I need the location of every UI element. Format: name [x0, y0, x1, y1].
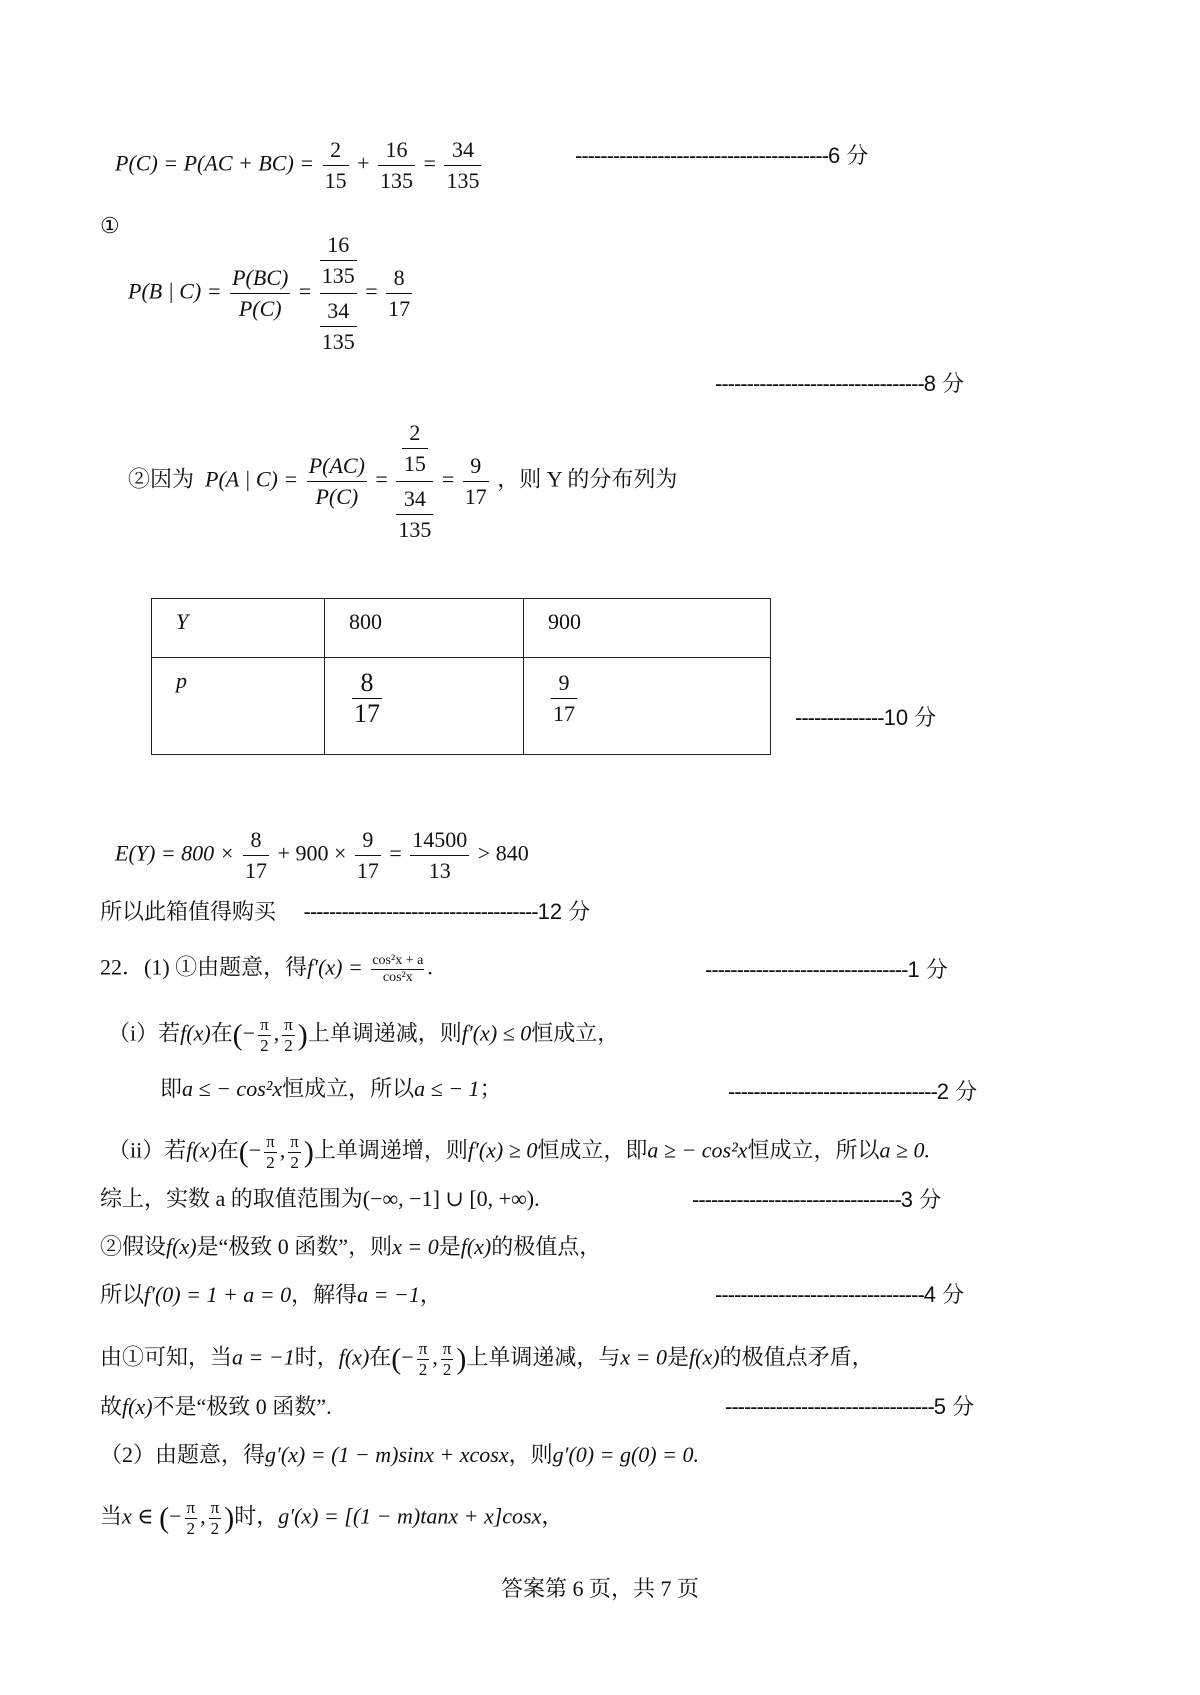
- score-mark: 6 分: [828, 143, 869, 168]
- solve-score-line: [715, 1281, 964, 1309]
- pc-line: P(C) = P(AC + BC) = $\frac{2}{15}$ + $\frac{16}{135}$ = $\frac{34}{135}$: [115, 135, 484, 196]
- part2q-line: （2）由题意，得g′(x) = (1 − m)sinx + xcosx，则g′(0) = g(0) = 0.: [100, 1442, 699, 1467]
- pc-frac-3: $\frac{34}{135}$: [446, 137, 480, 193]
- score-mark: 2 分: [936, 1079, 978, 1104]
- dash-leader: --------------: [795, 705, 884, 730]
- pc-score-line: [575, 142, 868, 170]
- dash-leader: ---------------------------------: [715, 371, 924, 396]
- summary-score-line: [692, 1186, 941, 1214]
- summary-line: 综上，实数 a 的取值范围为(−∞, −1] ∪ [0, +∞).: [100, 1186, 540, 1211]
- pac-result: $\frac{9}{17}$: [464, 453, 487, 509]
- table-cell: $\frac{9}{17}$: [524, 658, 771, 755]
- marker-1: ①: [100, 213, 120, 238]
- assume-line: ②假设f(x)是“极致 0 函数”，则x = 0是f(x)的极值点，: [100, 1234, 602, 1259]
- case-i2-line: 即a ≤ − cos²x恒成立，所以a ≤ − 1；: [160, 1076, 502, 1101]
- table-cell: 800: [325, 599, 524, 658]
- table-cell: $\frac{8}{17}$: [325, 658, 524, 755]
- dash-leader: ---------------------------------: [715, 1282, 924, 1307]
- part1-score-line: [715, 370, 964, 398]
- ey-lhs: E(Y) = 800 ×: [115, 840, 235, 866]
- pac-compound-frac: $\frac{\frac{2}{15}}{\frac{34}{135}}$: [398, 420, 432, 542]
- pac-frac: $\frac{P(AC)}{P(C)}$: [308, 453, 365, 509]
- distribution-table: [151, 598, 771, 755]
- score-mark: 4 分: [923, 1282, 965, 1307]
- score-mark: 8 分: [923, 371, 965, 396]
- score-mark: 3 分: [900, 1187, 942, 1212]
- pbc-compound-frac: $\frac{\frac{16}{135}}{\frac{34}{135}}$: [321, 232, 355, 354]
- fprime-frac: $\frac{\text{cos²x + a}}{\text{cos²x}}$: [372, 953, 424, 985]
- pbc-lhs: P(B | C) =: [128, 278, 222, 304]
- dash-leader: ---------------------------------: [692, 1187, 901, 1212]
- dash-leader: --------------------------------: [705, 957, 908, 982]
- pc-lhs: P(C) = P(AC + BC) =: [115, 150, 315, 176]
- solve-line: 所以f′(0) = 1 + a = 0，解得a = −1，: [100, 1282, 442, 1307]
- case-i-line: （i）若f(x)在(− $\frac{\pi}{2}$ , $\frac{\pi}{2}$ )上单调递减，则f′(x) ≤ 0恒成立，: [108, 1015, 620, 1055]
- conclude-score-line: [725, 1393, 974, 1421]
- pc-frac-2: $\frac{16}{135}$: [380, 137, 414, 193]
- pbc-result: $\frac{8}{17}$: [388, 265, 411, 321]
- table-row: [152, 599, 771, 658]
- dash-leader: -------------------------------------: [303, 899, 538, 924]
- dash-leader: ---------------------------------: [725, 1394, 934, 1419]
- score-mark: 10 分: [883, 705, 937, 730]
- pc-frac-1: $\frac{2}{15}$: [324, 137, 347, 193]
- q22-score-line: [705, 956, 948, 984]
- page-footer: 答案第 6 页，共 7 页: [500, 1576, 699, 1601]
- when-line: 当x ∈ (− $\frac{\pi}{2}$ , $\frac{\pi}{2}$ )时，g′(x) = [(1 − m)tanx + x]cosx，: [100, 1498, 564, 1538]
- table-score-line: [795, 704, 936, 732]
- pbc-frac: $\frac{P(BC)}{P(C)}$: [232, 265, 289, 321]
- pac-lhs: P(A | C) =: [205, 466, 299, 492]
- table-cell: p: [152, 658, 325, 755]
- pbc-line: P(B | C) = $\frac{P(BC)}{P(C)}$ = $\frac{\frac{16}{135}}{\frac{34}{135}}$ = $\frac{8}{17}$: [128, 230, 415, 357]
- score-mark: 1 分: [907, 957, 948, 982]
- q22-line: 22．(1) ①由题意，得f′(x) = $\frac{\text{cos²x + a}}{\text{cos²x}}$ .: [100, 953, 433, 985]
- contra-line: 由①可知，当a = −1时，f(x)在(− $\frac{\pi}{2}$ , $\frac{\pi}{2}$ )上单调递减，与x = 0是f(x)的极值点矛盾，: [100, 1339, 874, 1379]
- conclude-line: 故f(x)不是“极致 0 函数”.: [100, 1394, 332, 1419]
- score-mark: 5 分: [933, 1394, 975, 1419]
- table-cell: Y: [152, 599, 325, 658]
- pac-lead: ②因为: [128, 466, 195, 492]
- dash-leader: ----------------------------------------: [575, 143, 829, 168]
- case-ii-line: （ii）若f(x)在(− $\frac{\pi}{2}$ , $\frac{\pi}{2}$ )上单调递增，则f′(x) ≥ 0恒成立，即a ≥ − cos²x恒成立，所以a ≥ 0.: [108, 1132, 931, 1172]
- score-mark: 12 分: [537, 899, 591, 924]
- dash-leader: ---------------------------------: [728, 1079, 937, 1104]
- table-row: [152, 658, 771, 755]
- pac-line: ②因为 P(A | C) = $\frac{P(AC)}{P(C)}$ = $\frac{\frac{2}{15}}{\frac{34}{135}}$ = $\frac{9}{17}$ ，则 Y 的分布列为: [128, 418, 677, 545]
- pac-tail: ，则 Y 的分布列为: [497, 466, 678, 492]
- worth-line: 所以此箱值得购买 -------------------------------------12 分: [100, 899, 591, 924]
- table-cell: 900: [524, 599, 771, 658]
- case-i2-score-line: [728, 1078, 977, 1106]
- expectation-line: E(Y) = 800 × $\frac{8}{17}$ + 900 × $\frac{9}{17}$ = $\frac{14500}{13}$ > 840: [115, 827, 529, 883]
